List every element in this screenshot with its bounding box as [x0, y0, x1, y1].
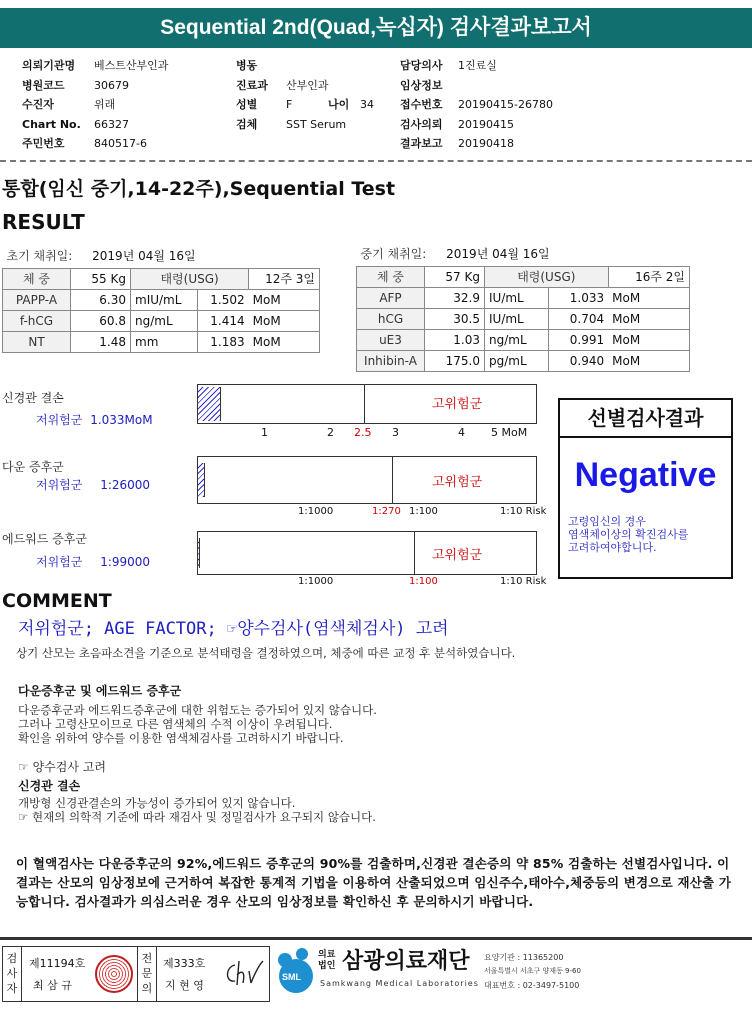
- signature-box: [2, 946, 270, 1002]
- amnio-recommendation: ☞ 양수검사 고려: [18, 760, 106, 774]
- marker-value: 1.03: [425, 329, 485, 350]
- marker-mom: 1.033: [549, 287, 608, 308]
- down-risk-bar: [197, 456, 537, 504]
- mom-unit: MoM: [249, 289, 320, 310]
- edwards-cutoff-line: [414, 532, 415, 574]
- screening-note: [560, 515, 731, 554]
- patient-col-2: [236, 56, 374, 134]
- marker-name: AFP: [357, 287, 425, 308]
- value-request-date: 20190415: [458, 117, 514, 131]
- second-trimester-table: [356, 242, 690, 372]
- marker-value: 6.30: [71, 289, 131, 310]
- ntd-high-risk-label: 고위험군: [432, 397, 483, 412]
- comment-line: 그러나 고령산모이므로 다른 염색체의 수적 이상이 우려됩니다.: [18, 717, 333, 731]
- sig-divider: [137, 947, 138, 1001]
- table-row: [3, 310, 320, 331]
- value-doctor: 1진료실: [458, 59, 497, 72]
- comment-line: 개방형 신경관결손의 가능성이 증가되어 있지 않습니다.: [18, 796, 296, 810]
- down-tick-label: 1:100: [409, 506, 438, 517]
- ntd-risk-fill: [198, 387, 221, 421]
- marker-name: Inhibin-A: [357, 350, 425, 371]
- value-age: 34: [360, 98, 374, 111]
- value-resident-no: 840517-6: [94, 137, 147, 150]
- org-name: 삼광의료재단: [342, 949, 470, 974]
- section-divider: [0, 160, 752, 162]
- value-department: 산부인과: [286, 78, 329, 92]
- marker-mom: 1.183: [197, 331, 249, 352]
- label-patient-name: 수진자: [22, 98, 54, 111]
- patient-col-1: [22, 56, 168, 154]
- first-weight-label: 체 중: [3, 268, 71, 289]
- examiner-license: 제11194호: [29, 957, 86, 970]
- edwards-high-risk-label: 고위험군: [432, 548, 483, 563]
- marker-mom: 1.502: [197, 289, 249, 310]
- sig-divider: [156, 947, 157, 1001]
- ntd-risk-label: 신경관 결손: [2, 391, 64, 405]
- second-date-label: 중기 채취일:: [360, 247, 427, 262]
- screening-note-line: 염색체이상의 확진검사를: [568, 528, 689, 541]
- comment-main: 저위험군; AGE FACTOR; ☞양수검사(염색체검사) 고려: [18, 619, 449, 639]
- first-date-value: 2019년 04월 16일: [92, 249, 196, 264]
- marker-mom: 0.940: [549, 350, 608, 371]
- ntd-tick-label: 3: [392, 426, 399, 439]
- first-ga-label: 태령(USG): [131, 268, 249, 289]
- value-patient-name: 위래: [94, 98, 116, 111]
- down-risk-group: 저위험군: [36, 478, 83, 492]
- marker-mom: 0.704: [549, 308, 608, 329]
- label-request-date: 검사의뢰: [400, 117, 443, 131]
- marker-unit: ng/mL: [485, 329, 549, 350]
- patient-col-3: [400, 56, 553, 154]
- examiner-seal: [95, 955, 133, 993]
- label-hospital-code: 병원코드: [22, 78, 65, 92]
- ntd-tick-label: 2.5: [354, 426, 372, 439]
- result-heading: RESULT: [2, 210, 85, 234]
- marker-value: 1.48: [71, 331, 131, 352]
- comment-line: ☞ 현재의 의학적 기준에 따라 재검사 및 정밀검사가 요구되지 않습니다.: [18, 810, 376, 824]
- comment-line: 다운증후군과 에드워드증후군에 대한 위험도는 증가되어 있지 않습니다.: [18, 703, 377, 717]
- marker-unit: IU/mL: [485, 287, 549, 308]
- examiner-label: 검사자: [6, 952, 18, 995]
- marker-mom: 1.414: [197, 310, 249, 331]
- mom-unit: MoM: [608, 350, 689, 371]
- second-date-value: 2019년 04월 16일: [446, 247, 550, 262]
- first-date-label: 초기 채취일:: [6, 249, 73, 264]
- edwards-tick-label: 1:10 Risk: [500, 576, 547, 587]
- edwards-risk-value-line: [36, 553, 150, 570]
- mom-unit: MoM: [608, 329, 689, 350]
- screening-result-box: [558, 398, 733, 579]
- specialist-label: 전문의: [141, 952, 153, 995]
- comment-heading: COMMENT: [2, 590, 112, 612]
- org-type: 의료법인: [318, 950, 336, 971]
- edwards-risk-bar: [197, 531, 537, 575]
- label-chart-no: Chart No.: [22, 117, 81, 131]
- table-row: [357, 329, 690, 350]
- table-row: [357, 308, 690, 329]
- label-department: 진료과: [236, 78, 268, 92]
- org-address: 서울특별시 서초구 양재동 9-60: [484, 967, 581, 975]
- down-cutoff-line: [392, 457, 393, 503]
- label-doctor: 담당의사: [400, 59, 443, 72]
- ntd-heading: 신경관 결손: [18, 779, 81, 793]
- ntd-tick-label: 2: [327, 426, 334, 439]
- marker-unit: IU/mL: [485, 308, 549, 329]
- label-resident-no: 주민번호: [22, 137, 65, 150]
- label-age: 나이: [328, 98, 350, 111]
- sml-logo-icon: [272, 944, 318, 1000]
- down-edwards-heading: 다운증후군 및 에드워드 증후군: [18, 684, 182, 698]
- value-chart-no: 66327: [94, 117, 129, 131]
- ntd-tick-label: 4: [458, 426, 465, 439]
- ntd-risk-value-line: [36, 411, 153, 428]
- second-ga-value: 16주 2일: [608, 266, 689, 287]
- down-risk-fill: [198, 463, 205, 497]
- specialist-license: 제333호: [163, 957, 206, 970]
- examiner-name: 최 삼 규: [33, 979, 72, 992]
- ntd-risk-value: 1.033MoM: [90, 413, 153, 427]
- marker-unit: ng/mL: [131, 310, 198, 331]
- value-sex: F: [286, 98, 293, 111]
- specialist-signature: [221, 957, 265, 991]
- marker-name: PAPP-A: [3, 289, 71, 310]
- marker-value: 60.8: [71, 310, 131, 331]
- down-risk-value: 1:26000: [100, 478, 151, 492]
- mom-unit: MoM: [608, 287, 689, 308]
- marker-name: NT: [3, 331, 71, 352]
- screening-result-title: 선별검사결과: [560, 400, 731, 438]
- second-weight-value: 57 Kg: [425, 266, 485, 287]
- mom-unit: MoM: [249, 331, 320, 352]
- table-row: [3, 331, 320, 352]
- value-receipt-no: 20190415-26780: [458, 98, 553, 111]
- ntd-risk-group: 저위험군: [36, 413, 83, 427]
- marker-name: uE3: [357, 329, 425, 350]
- comment-line: 확인을 위하여 양수를 이용한 염색체검사를 고려하시기 바랍니다.: [18, 731, 344, 745]
- label-sex: 성별: [236, 98, 258, 111]
- first-weight-value: 55 Kg: [71, 268, 131, 289]
- value-institution: 베스트산부인과: [94, 59, 169, 72]
- down-tick-label: 1:270: [372, 506, 401, 517]
- down-risk-label: 다운 증후군: [2, 460, 64, 474]
- edwards-risk-fill: [198, 538, 200, 568]
- label-ward: 병동: [236, 59, 258, 72]
- report-title: Sequential 2nd(Quad,녹십자) 검사결과보고서: [0, 8, 752, 48]
- mom-unit: MoM: [249, 310, 320, 331]
- down-risk-value-line: [36, 476, 150, 493]
- marker-value: 32.9: [425, 287, 485, 308]
- table-row: [357, 350, 690, 371]
- screening-note-line: 고려하여야합니다.: [568, 541, 657, 554]
- comment-line: 상기 산모는 초음파소견을 기준으로 분석태령을 결정하였으며, 체중에 따른 교정 후 분석하였습니다.: [16, 646, 516, 660]
- down-tick-label: 1:1000: [298, 506, 334, 517]
- edwards-tick-label: 1:1000: [298, 576, 334, 587]
- label-institution: 의뢰기관명: [22, 59, 76, 72]
- org-code: 요양기관 : 11365200: [484, 953, 564, 962]
- edwards-risk-group: 저위험군: [36, 555, 83, 569]
- marker-unit: mm: [131, 331, 198, 352]
- value-hospital-code: 30679: [94, 78, 129, 92]
- edwards-tick-label: 1:100: [409, 576, 438, 587]
- marker-unit: mIU/mL: [131, 289, 198, 310]
- second-weight-label: 체 중: [357, 266, 425, 287]
- table-row: [3, 289, 320, 310]
- sig-divider: [21, 947, 22, 1001]
- label-report-date: 결과보고: [400, 137, 443, 150]
- table-row: [357, 287, 690, 308]
- org-phone: 대표번호 : 02-3497-5100: [484, 981, 580, 990]
- specialist-name: 지 현 영: [165, 979, 204, 992]
- second-ga-label: 태령(USG): [485, 266, 609, 287]
- ntd-text: [18, 796, 376, 824]
- logo-text: SML: [282, 972, 301, 982]
- first-trimester-table: [2, 244, 320, 353]
- value-report-date: 20190418: [458, 137, 514, 150]
- label-receipt-no: 접수번호: [400, 98, 443, 111]
- edwards-risk-label: 에드워드 증후군: [2, 532, 87, 546]
- down-tick-label: 1:10 Risk: [500, 506, 547, 517]
- ntd-cutoff-line: [364, 385, 365, 423]
- test-heading: 통합(임신 중기,14-22주),Sequential Test: [2, 178, 396, 200]
- screening-note-line: 고령임신의 경우: [568, 515, 646, 528]
- ntd-tick-label: 5 MoM: [491, 426, 528, 439]
- ntd-risk-bar: [197, 384, 537, 424]
- ntd-tick-label: 1: [261, 426, 268, 439]
- label-clinical-info: 임상정보: [400, 78, 443, 92]
- marker-name: hCG: [357, 308, 425, 329]
- screening-result-value: Negative: [574, 456, 717, 494]
- label-specimen: 검체: [236, 117, 258, 131]
- mom-unit: MoM: [608, 308, 689, 329]
- marker-unit: pg/mL: [485, 350, 549, 371]
- down-edwards-text: [18, 703, 377, 745]
- marker-name: f-hCG: [3, 310, 71, 331]
- first-ga-value: 12주 3일: [249, 268, 320, 289]
- marker-mom: 0.991: [549, 329, 608, 350]
- marker-value: 30.5: [425, 308, 485, 329]
- down-high-risk-label: 고위험군: [432, 475, 483, 490]
- org-english-name: Samkwang Medical Laboratories: [320, 979, 479, 988]
- marker-value: 175.0: [425, 350, 485, 371]
- summary-paragraph: 이 혈액검사는 다운증후군의 92%,에드워드 증후군의 90%를 검출하며,신경관 결손증의 약 85% 검출하는 선별검사입니다. 이 결과는 산모의 임상정보에 근거하여 복잡한 통계적 기법을 이용하여 산출되었으며 임신주수,태아수,체중등의 변경으로 재산출 가능합니다. 검사결과가 의심스러운 경우 산모의 임상정보를 확인하신 후 문의하시기 바랍니다.: [16, 856, 732, 909]
- value-specimen: SST Serum: [286, 117, 347, 131]
- edwards-risk-value: 1:99000: [100, 555, 151, 569]
- footer-divider: [0, 937, 752, 940]
